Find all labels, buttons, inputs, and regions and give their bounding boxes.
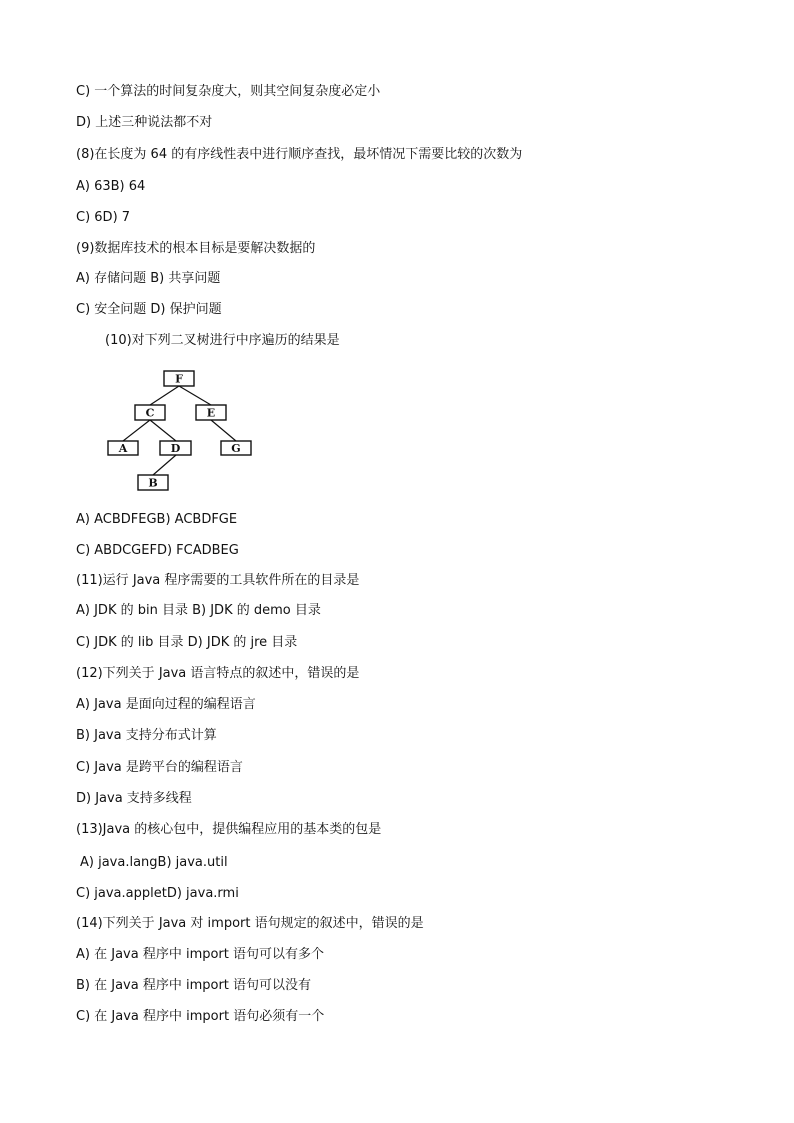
text-line: C) 在 Java 程序中 import 语句必须有一个 — [76, 1009, 325, 1024]
text-line: C) java.appletD) java.rmi — [76, 886, 239, 901]
text-line: A) Java 是面向过程的编程语言 — [76, 697, 256, 712]
text-line: A) ACBDFEGB) ACBDFGE — [76, 512, 238, 527]
text-line: A) java.langB) java.util — [80, 855, 228, 870]
text-line: C) JDK 的 lib 目录 D) JDK 的 jre 目录 — [76, 635, 298, 650]
tree-node-c — [135, 405, 165, 420]
tree-node-f — [164, 371, 194, 386]
tree-node-label: A — [118, 442, 128, 455]
question-9: (9)数据库技术的根本目标是要解决数据的 — [76, 241, 316, 256]
text-line: B) Java 支持分布式计算 — [76, 728, 217, 743]
question-8: (8)在长度为 64 的有序线性表中进行顺序查找，最坏情况下需要比较的次数为 — [76, 147, 523, 162]
tree-node-label: F — [175, 372, 183, 386]
tree-edge-c-d — [150, 420, 176, 441]
question-14: (14)下列关于 Java 对 import 语句规定的叙述中，错误的是 — [76, 916, 424, 931]
question-10: (10)对下列二叉树进行中序遍历的结果是 — [105, 333, 340, 348]
question-12: (12)下列关于 Java 语言特点的叙述中，错误的是 — [76, 666, 360, 681]
text-line: C) ABDCGEFD) FCADBEG — [76, 543, 239, 558]
tree-edge-c-a — [123, 420, 150, 441]
tree-node-b — [138, 475, 168, 490]
text-line: A) 63B) 64 — [76, 179, 146, 194]
tree-node-g — [221, 441, 251, 455]
binary-tree-diagram — [100, 362, 270, 498]
tree-node-a — [108, 441, 138, 455]
tree-node-e — [196, 405, 226, 420]
tree-node-label: B — [148, 476, 158, 490]
tree-node-label: G — [231, 442, 241, 455]
text-line: A) JDK 的 bin 目录 B) JDK 的 demo 目录 — [76, 603, 321, 618]
tree-edge-f-e — [179, 386, 211, 405]
text-line: C) 一个算法的时间复杂度大，则其空间复杂度必定小 — [76, 84, 381, 99]
text-line: A) 存储问题 B) 共享问题 — [76, 271, 221, 286]
text-line: C) Java 是跨平台的编程语言 — [76, 760, 243, 775]
text-line: C) 安全问题 D) 保护问题 — [76, 302, 222, 317]
text-line: B) 在 Java 程序中 import 语句可以没有 — [76, 978, 312, 993]
tree-node-label: C — [145, 406, 155, 420]
tree-node-d — [160, 441, 191, 455]
tree-node-label: E — [206, 406, 216, 420]
text-line: A) 在 Java 程序中 import 语句可以有多个 — [76, 947, 325, 962]
text-line: D) Java 支持多线程 — [76, 791, 192, 806]
text-line: C) 6D) 7 — [76, 210, 131, 225]
tree-edge-f-c — [150, 386, 179, 405]
tree-edge-e-g — [211, 420, 236, 441]
text-line: D) 上述三种说法都不对 — [76, 115, 213, 130]
tree-node-label: D — [170, 442, 181, 455]
question-13: (13)Java 的核心包中，提供编程应用的基本类的包是 — [76, 822, 382, 837]
tree-edge-d-b — [153, 455, 176, 475]
question-11: (11)运行 Java 程序需要的工具软件所在的目录是 — [76, 573, 360, 588]
